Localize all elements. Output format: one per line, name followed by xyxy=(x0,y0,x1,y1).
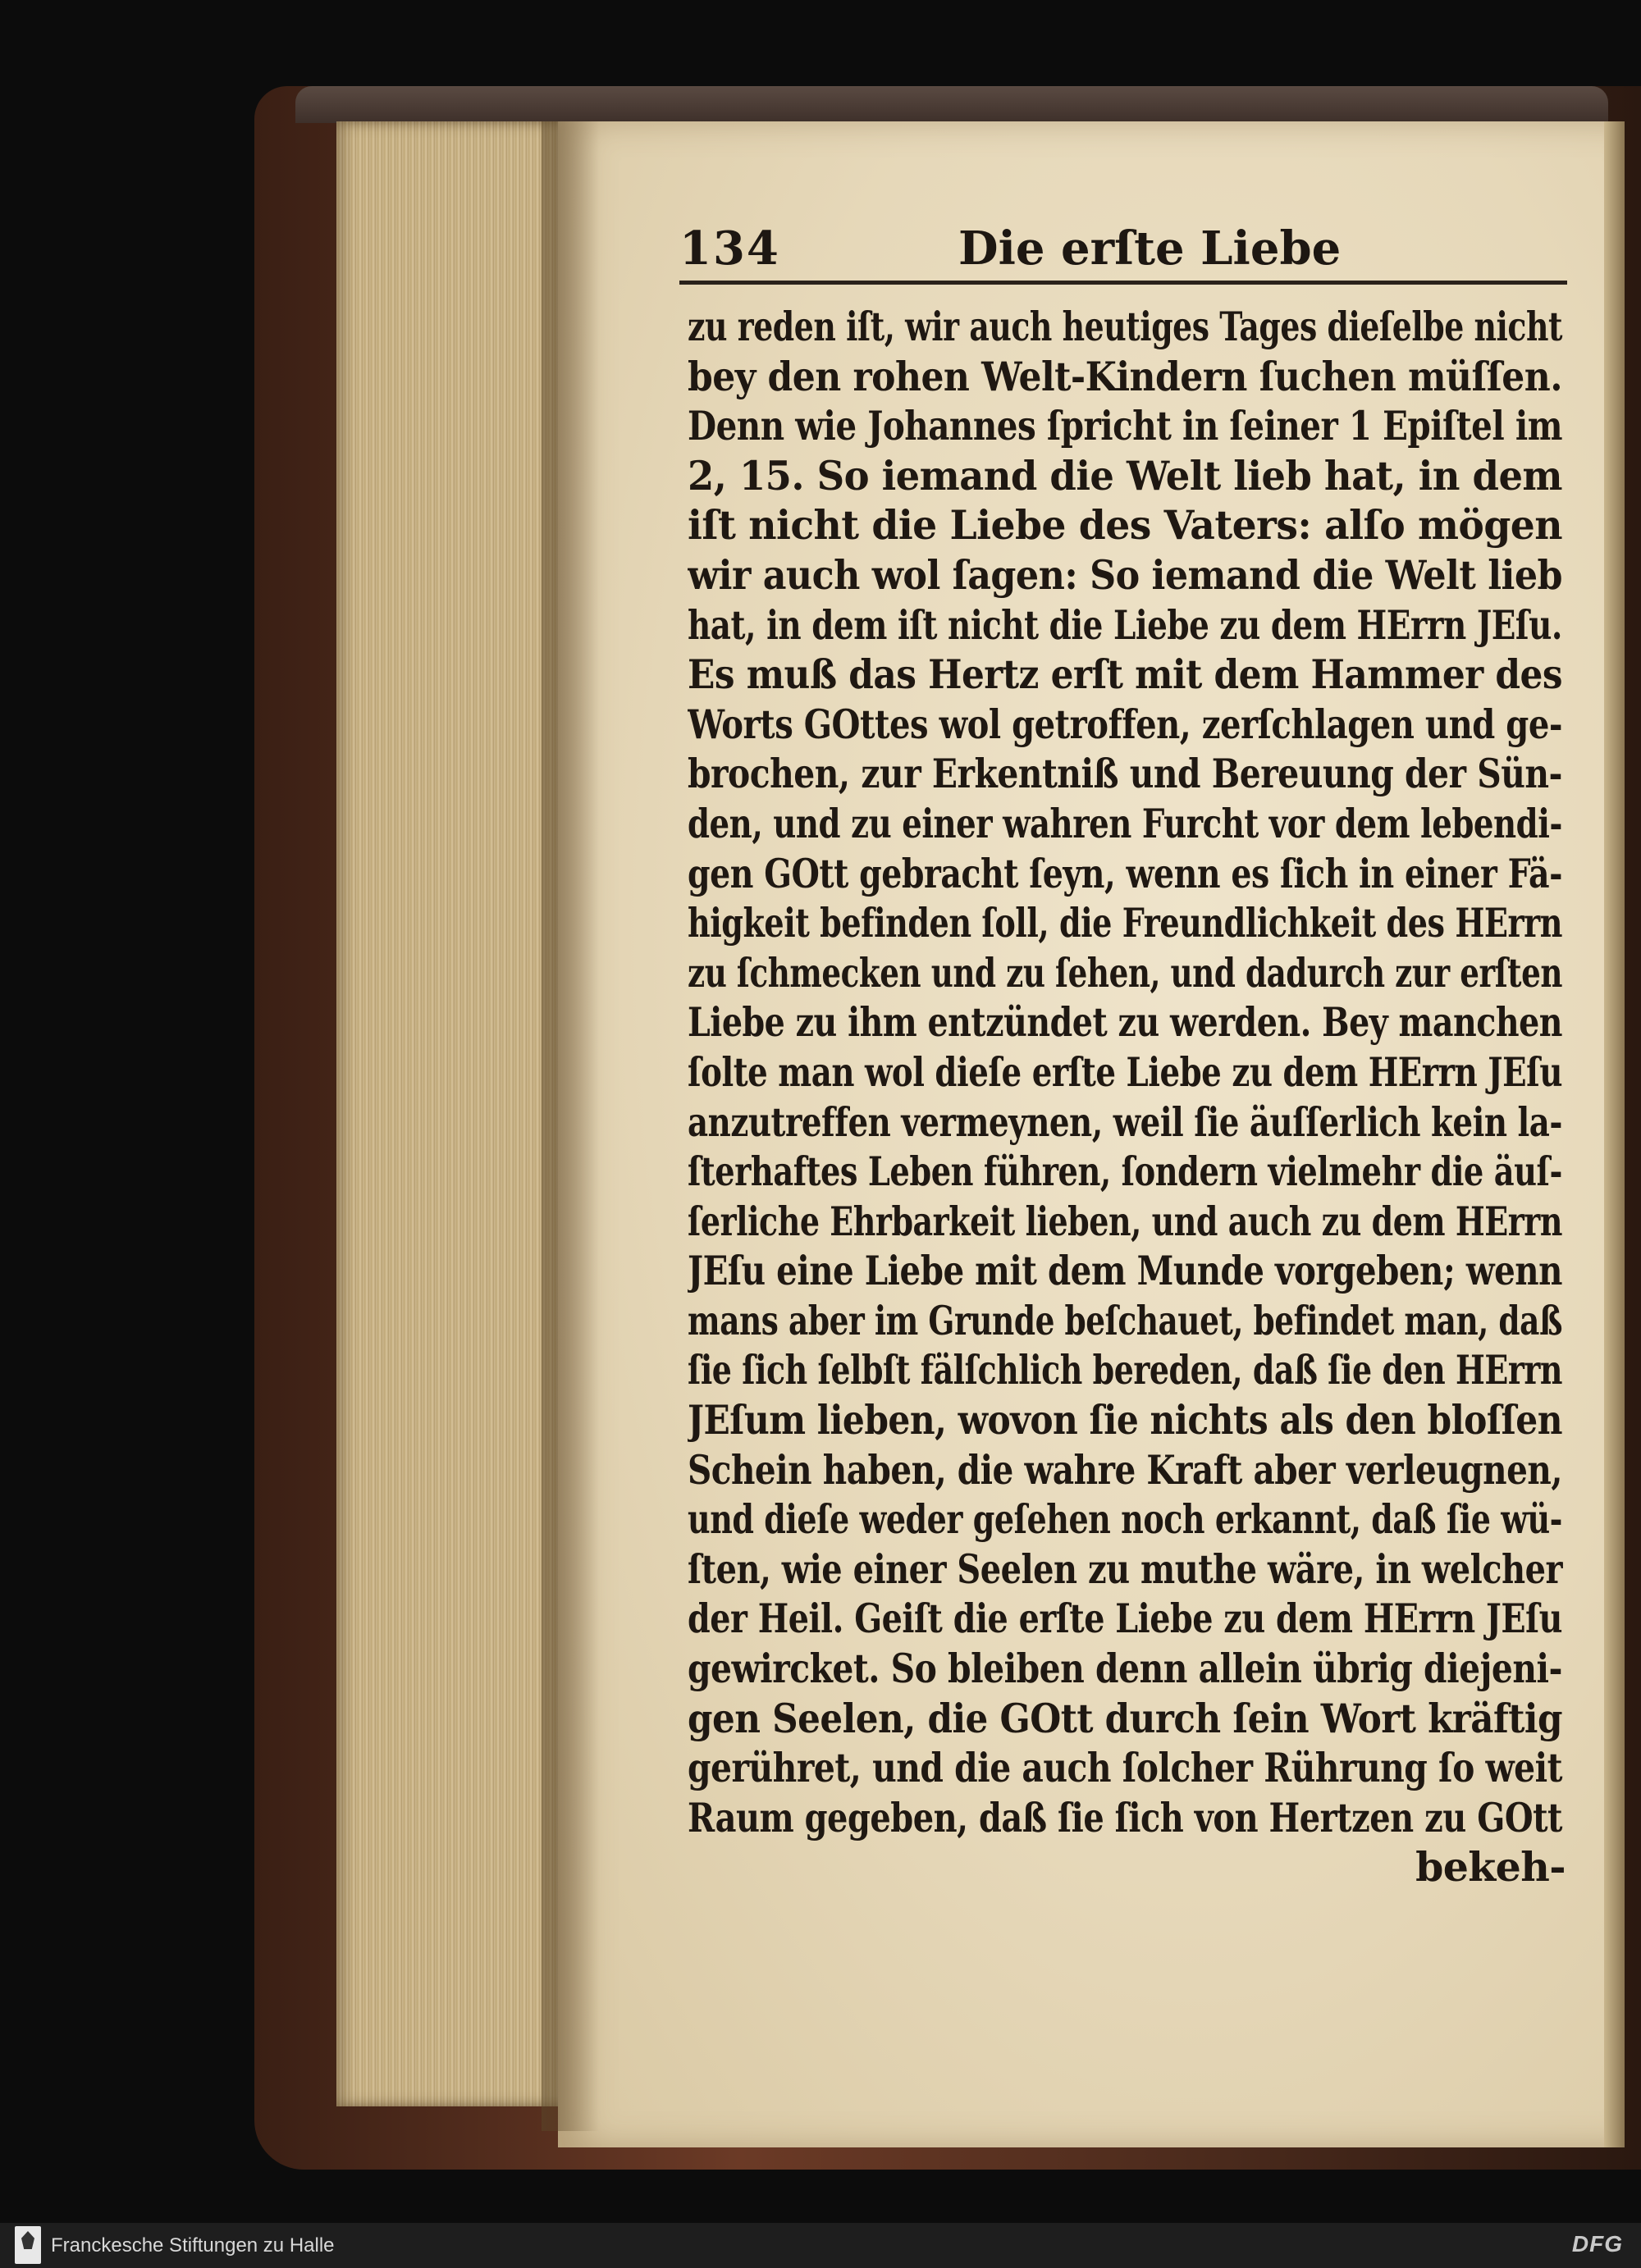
text-line: Liebe zu ihm entzündet zu werden. Bey manchen xyxy=(688,998,1562,1047)
text-line: JEſu eine Liebe mit dem Munde vorgeben; wenn xyxy=(688,1247,1562,1295)
header-rule xyxy=(679,281,1567,285)
running-title: Die erſte Liebe xyxy=(958,221,1342,276)
text-line: JEſum lieben, wovon ſie nichts als den bloſſen xyxy=(688,1396,1562,1444)
text-line: Schein haben, die wahre Kraft aber verleugnen, xyxy=(688,1445,1562,1494)
text-line: brochen, zur Erkentniß und Bereuung der Sün- xyxy=(688,750,1562,798)
text-line: wir auch wol ſagen: So iemand die Welt lieb xyxy=(688,550,1562,599)
text-line: gen GOtt gebracht ſeyn, wenn es ſich in einer Fä- xyxy=(688,849,1562,897)
text-line: hat, in dem iſt nicht die Liebe zu dem HErrn JEſu. xyxy=(688,600,1562,649)
catchword: bekeh- xyxy=(1415,1843,1566,1892)
text-line: Denn wie Johannes ſpricht in ſeiner 1 Epiſtel im xyxy=(688,402,1562,450)
footer-bar xyxy=(0,2223,1641,2268)
text-line: ſten, wie einer Seelen zu muthe wäre, in welcher xyxy=(688,1545,1562,1593)
text-line: higkeit befinden ſoll, die Freundlichkeit des HErrn xyxy=(688,899,1562,947)
text-line: 2, 15. So iemand die Welt lieb hat, in dem xyxy=(688,451,1562,500)
text-line: den, und zu einer wahren Furcht vor dem lebendi- xyxy=(688,799,1562,847)
text-line: gen Seelen, die GOtt durch ſein Wort kräftig xyxy=(688,1694,1562,1742)
dfg-logo: DFG xyxy=(1571,2231,1623,2257)
text-line: zu reden iſt, wir auch heutiges Tages dieſelbe nicht xyxy=(688,303,1562,350)
page-header xyxy=(679,221,1567,279)
page-right-edge xyxy=(1604,121,1625,2147)
text-line: ſolte man wol dieſe erſte Liebe zu dem HErrn JEſu xyxy=(688,1047,1562,1096)
body-text xyxy=(688,302,1566,1892)
text-line: mans aber im Grunde beſchauet, befindet man, daß xyxy=(688,1296,1562,1344)
page-gutter xyxy=(542,121,599,2131)
book-cover-top-edge xyxy=(295,86,1608,123)
text-line: und dieſe weder geſehen noch erkannt, daß ſie wü- xyxy=(688,1495,1562,1544)
text-line: Raum gegeben, daß ſie ſich von Hertzen zu GOtt xyxy=(688,1793,1562,1841)
text-line: ſerliche Ehrbarkeit lieben, und auch zu dem HErrn xyxy=(688,1197,1562,1245)
text-line: bey den rohen Welt-Kindern ſuchen müſſen. xyxy=(688,352,1562,400)
institution-logo-icon xyxy=(15,2226,41,2264)
text-line: ſterhaftes Leben führen, ſondern vielmehr die äuſ- xyxy=(688,1148,1562,1196)
footer-institution: Franckesche Stiftungen zu Halle xyxy=(51,2234,335,2257)
text-line: iſt nicht die Liebe des Vaters: alſo mögen xyxy=(688,501,1562,550)
text-line: zu ſchmecken und zu ſehen, und dadurch zur erſten xyxy=(688,948,1562,997)
page-number: 134 xyxy=(679,221,780,276)
text-line: Worts GOttes wol getroffen, zerſchlagen und ge- xyxy=(688,700,1562,748)
text-line: der Heil. Geiſt die erſte Liebe zu dem HErrn JEſu xyxy=(688,1595,1562,1643)
text-line: gerühret, und die auch ſolcher Rührung ſo weit xyxy=(688,1744,1562,1792)
text-line: ſie ſich ſelbſt fälſchlich bereden, daß ſie den HErrn xyxy=(688,1346,1562,1394)
text-line: gewircket. So bleiben denn allein übrig diejeni- xyxy=(688,1645,1562,1693)
text-line: Es muß das Hertz erſt mit dem Hammer des xyxy=(688,650,1562,699)
page-block-edges xyxy=(336,121,566,2106)
text-line: anzutreffen vermeynen, weil ſie äuſſerlich kein la- xyxy=(688,1097,1562,1146)
